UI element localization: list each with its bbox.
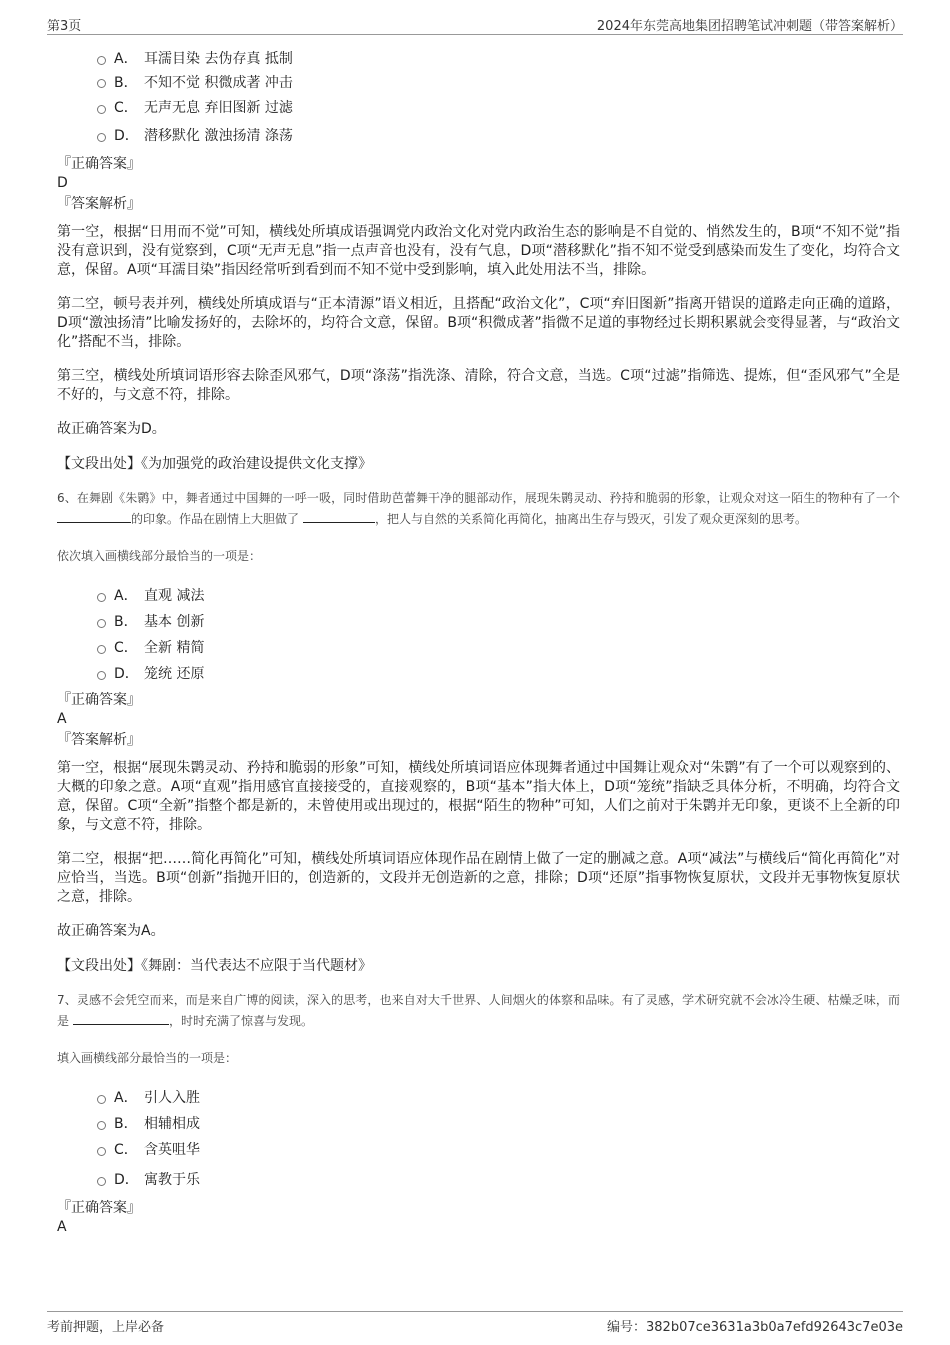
q5-option-b[interactable] (97, 71, 900, 92)
option-letter: A． (114, 1090, 138, 1106)
q5-analysis-3: 第三空，横线处所填词语形容去除歪风邪气，D项“涤荡”指洗涤、清除，符合文意，当选。C项“过滤”指筛选、提炼，但“歪风邪气”全是不好的，与文意不符，排除。 (57, 368, 900, 403)
option-letter: C． (114, 1142, 138, 1158)
option-text: 相辅相成 (144, 1116, 200, 1132)
radio-icon[interactable] (97, 1121, 106, 1130)
option-text: 含英咀华 (144, 1142, 200, 1158)
q7-answer: A (57, 1219, 67, 1235)
option-letter: A． (114, 588, 138, 604)
q7-options (97, 1084, 900, 1196)
q5-option-d[interactable] (97, 122, 900, 148)
q5-analysis-2: 第二空，顿号表并列，横线处所填成语与“正本清源”语义相近，且搭配“政治文化”，C项“弃旧图新”指离开错误的道路走向正确的道路，D项“激浊扬清”比喻发扬好的，去除坏的，均符合文意，保留。B项“积微成著”指微不足道的事物经过长期积累就会变得显著，与“政治文化”搭配不当，排除。 (57, 296, 900, 350)
q6-option-a[interactable] (97, 582, 900, 608)
q7-prompt: 填入画横线部分最恰当的一项是： (57, 1051, 238, 1065)
q7-option-d[interactable] (97, 1162, 900, 1196)
option-letter: A． (114, 51, 138, 67)
radio-icon[interactable] (97, 645, 106, 654)
q6-option-c[interactable] (97, 634, 900, 660)
option-letter: B． (114, 74, 138, 91)
document-title: 2024年东莞高地集团招聘笔试冲刺题（带答案解析） (596, 19, 903, 34)
q7-stem (57, 990, 900, 1031)
q6-source: 【文段出处】《舞剧：当代表达不应限于当代题材》 (57, 958, 372, 974)
option-text: 潜移默化 激浊扬清 涤荡 (144, 128, 293, 144)
q6-options (97, 582, 900, 686)
option-text: 全新 精简 (144, 640, 205, 656)
radio-icon[interactable] (97, 671, 106, 680)
q6-stem-part-c: ，把人与自然的关系简化再简化，抽离出生存与毁灭，引发了观众更深刻的思考。 (375, 512, 808, 526)
q7-answer-label: 『正确答案』 (57, 1200, 141, 1216)
radio-icon[interactable] (97, 619, 106, 628)
q5-options (97, 45, 900, 148)
q5-analysis-1: 第一空，根据“日用而不觉”可知，横线处所填成语强调党内政治文化对党内政治生态的影响是不自觉的、悄然发生的，B项“不知不觉”指没有意识到，没有觉察到，C项“无声无息”指一点声音也没有，没有气息，D项“潜移默化”指不知不觉受到感染而发生了变化，均符合文意，保留。A项“耳濡目染”指因经常听到看到而不知不觉中受到影响，填入此处用法不当，排除。 (57, 224, 900, 278)
q5-analysis-4: 故正确答案为D。 (57, 421, 166, 437)
answer-blank (57, 508, 131, 523)
q7-stem-part-b: ，时时充满了惊喜与发现。 (169, 1014, 314, 1028)
option-letter: C． (114, 640, 138, 656)
q6-stem-part-a: 6、在舞剧《朱鹮》中，舞者通过中国舞的一呼一吸，同时借助芭蕾舞干净的腿部动作，展现朱鹮灵动、矜持和脆弱的形象，让观众对这一陌生的物种有了一个 (57, 491, 900, 505)
q5-option-c[interactable] (97, 92, 900, 122)
radio-icon[interactable] (97, 1095, 106, 1104)
q5-option-a[interactable] (97, 45, 900, 71)
q6-option-b[interactable] (97, 608, 900, 634)
radio-icon[interactable] (97, 79, 106, 88)
radio-icon[interactable] (97, 105, 106, 114)
option-letter: D． (114, 1172, 139, 1188)
footer-slogan: 考前押题，上岸必备 (47, 1320, 165, 1335)
q7-option-b[interactable] (97, 1110, 900, 1136)
option-text: 笼统 还原 (144, 666, 205, 682)
answer-blank (303, 508, 375, 523)
footer-serial: 编号：382b07ce3631a3b0a7efd92643c7e03e (607, 1320, 903, 1335)
page-footer (47, 1311, 903, 1336)
option-text: 耳濡目染 去伪存真 抵制 (144, 51, 293, 67)
option-letter: B． (114, 1116, 138, 1132)
answer-blank (73, 1010, 169, 1025)
option-letter: B． (114, 614, 138, 630)
radio-icon[interactable] (97, 56, 106, 65)
q5-analysis-label: 『答案解析』 (57, 196, 141, 212)
option-text: 无声无息 弃旧图新 过滤 (144, 100, 293, 116)
q7-option-a[interactable] (97, 1084, 900, 1110)
q6-analysis-1: 第一空，根据“展现朱鹮灵动、矜持和脆弱的形象”可知，横线处所填词语应体现舞者通过中国舞让观众对“朱鹮”有了一个可以观察到的、大概的印象之意。A项“直观”指用感官直接接受的，直接观察的，B项“基本”指大体上，D项“笼统”指缺乏具体分析，不明确，均符合文意，保留。C项“全新”指整个都是新的，未曾使用或出现过的，根据“陌生的物种”可知，人们之前对于朱鹮并无印象，更谈不上全新的印象，与文意不符，排除。 (57, 760, 900, 833)
radio-icon[interactable] (97, 133, 106, 142)
q6-option-d[interactable] (97, 660, 900, 686)
page-header (47, 14, 903, 35)
option-text: 不知不觉 积微成著 冲击 (144, 74, 293, 91)
page-number: 第3页 (47, 19, 82, 34)
q6-analysis-2: 第二空，根据“把……简化再简化”可知，横线处所填词语应体现作品在剧情上做了一定的删减之意。A项“减法”与横线后“简化再简化”对应恰当，当选。B项“创新”指抛开旧的，创造新的，文段并无创造新的之意，排除；D项“还原”指事物恢复原状，文段并无事物恢复原状之意，排除。 (57, 851, 900, 905)
option-letter: D． (114, 128, 139, 144)
q6-answer: A (57, 711, 67, 727)
radio-icon[interactable] (97, 1147, 106, 1156)
option-text: 引人入胜 (144, 1090, 200, 1106)
radio-icon[interactable] (97, 1177, 106, 1186)
q5-answer: D (57, 175, 68, 191)
q6-answer-label: 『正确答案』 (57, 692, 141, 708)
q7-stem-part-a: 7、灵感不会凭空而来，而是来自广博的阅读，深入的思考，也来自对大千世界、人间烟火的体察和品味。有了灵感，学术研究就不会冰冷生硬、枯燥乏味，而是 (57, 993, 900, 1028)
q6-prompt: 依次填入画横线部分最恰当的一项是： (57, 549, 262, 563)
q6-analysis-3: 故正确答案为A。 (57, 923, 165, 939)
q6-stem-part-b: 的印象。作品在剧情上大胆做了 (131, 512, 300, 526)
option-letter: C． (114, 100, 138, 116)
radio-icon[interactable] (97, 593, 106, 602)
q6-analysis-label: 『答案解析』 (57, 732, 141, 748)
option-text: 寓教于乐 (144, 1172, 200, 1188)
q5-source: 【文段出处】《为加强党的政治建设提供文化支撑》 (57, 456, 372, 472)
q6-stem (57, 488, 900, 529)
page-content (57, 45, 900, 1236)
q7-option-c[interactable] (97, 1136, 900, 1162)
q5-answer-label: 『正确答案』 (57, 156, 141, 172)
option-text: 基本 创新 (144, 614, 205, 630)
option-letter: D． (114, 666, 139, 682)
option-text: 直观 减法 (144, 588, 205, 604)
